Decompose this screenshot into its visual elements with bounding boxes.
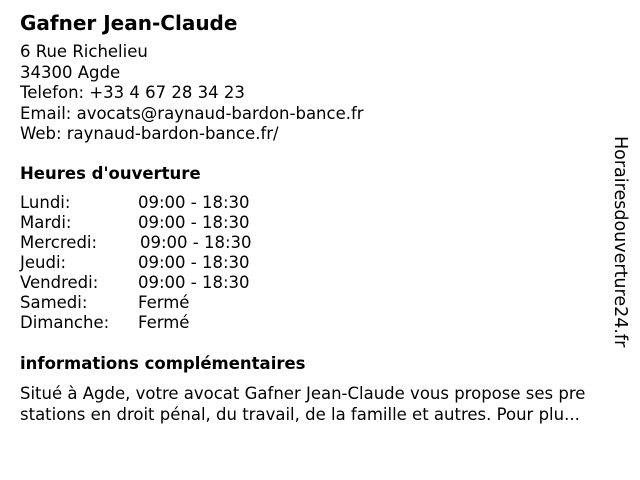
website-address[interactable]: Web: raynaud-bardon-bance.fr/ — [20, 124, 279, 143]
hours-day: Jeudi: — [20, 253, 67, 272]
hours-row-tuesday — [20, 213, 320, 233]
hours-time: Fermé — [138, 293, 190, 312]
hours-time: 09:00 - 18:30 — [138, 193, 250, 212]
hours-day: Mercredi: — [20, 233, 98, 252]
email-address[interactable]: Email: avocats@raynaud-bardon-bance.fr — [20, 103, 364, 123]
hours-row-thursday — [20, 253, 320, 273]
contact-block — [20, 42, 364, 145]
business-name: Gafner Jean-Claude — [20, 11, 238, 35]
hours-day: Vendredi: — [20, 273, 99, 292]
hours-time: Fermé — [138, 313, 190, 332]
description-line: stations en droit pénal, du travail, de la famille et autres. Pour plu... — [20, 405, 580, 424]
hours-heading: Heures d'ouverture — [20, 164, 201, 183]
opening-hours-table — [20, 193, 320, 333]
phone-number[interactable]: Telefon: +33 4 67 28 34 23 — [20, 83, 245, 102]
hours-row-saturday — [20, 293, 320, 313]
hours-row-monday — [20, 193, 320, 213]
city-postcode: 34300 Agde — [20, 62, 121, 82]
hours-time: 09:00 - 18:30 — [140, 233, 252, 252]
hours-day: Dimanche: — [20, 313, 110, 332]
hours-time: 09:00 - 18:30 — [138, 213, 250, 232]
street-address: 6 Rue Richelieu — [20, 42, 148, 61]
hours-day: Lundi: — [20, 193, 71, 212]
hours-time: 09:00 - 18:30 — [138, 273, 250, 292]
site-watermark: Horairesdouverture24.fr — [610, 136, 630, 348]
hours-time: 09:00 - 18:30 — [138, 253, 250, 272]
hours-row-sunday — [20, 313, 320, 333]
hours-row-wednesday — [20, 233, 320, 253]
hours-day: Mardi: — [20, 213, 72, 232]
hours-day: Samedi: — [20, 293, 88, 312]
hours-row-friday — [20, 273, 320, 293]
description-line: Situé à Agde, votre avocat Gafner Jean-Claude vous propose ses pre — [20, 384, 586, 403]
business-description — [20, 383, 630, 425]
info-heading: informations complémentaires — [20, 354, 306, 373]
